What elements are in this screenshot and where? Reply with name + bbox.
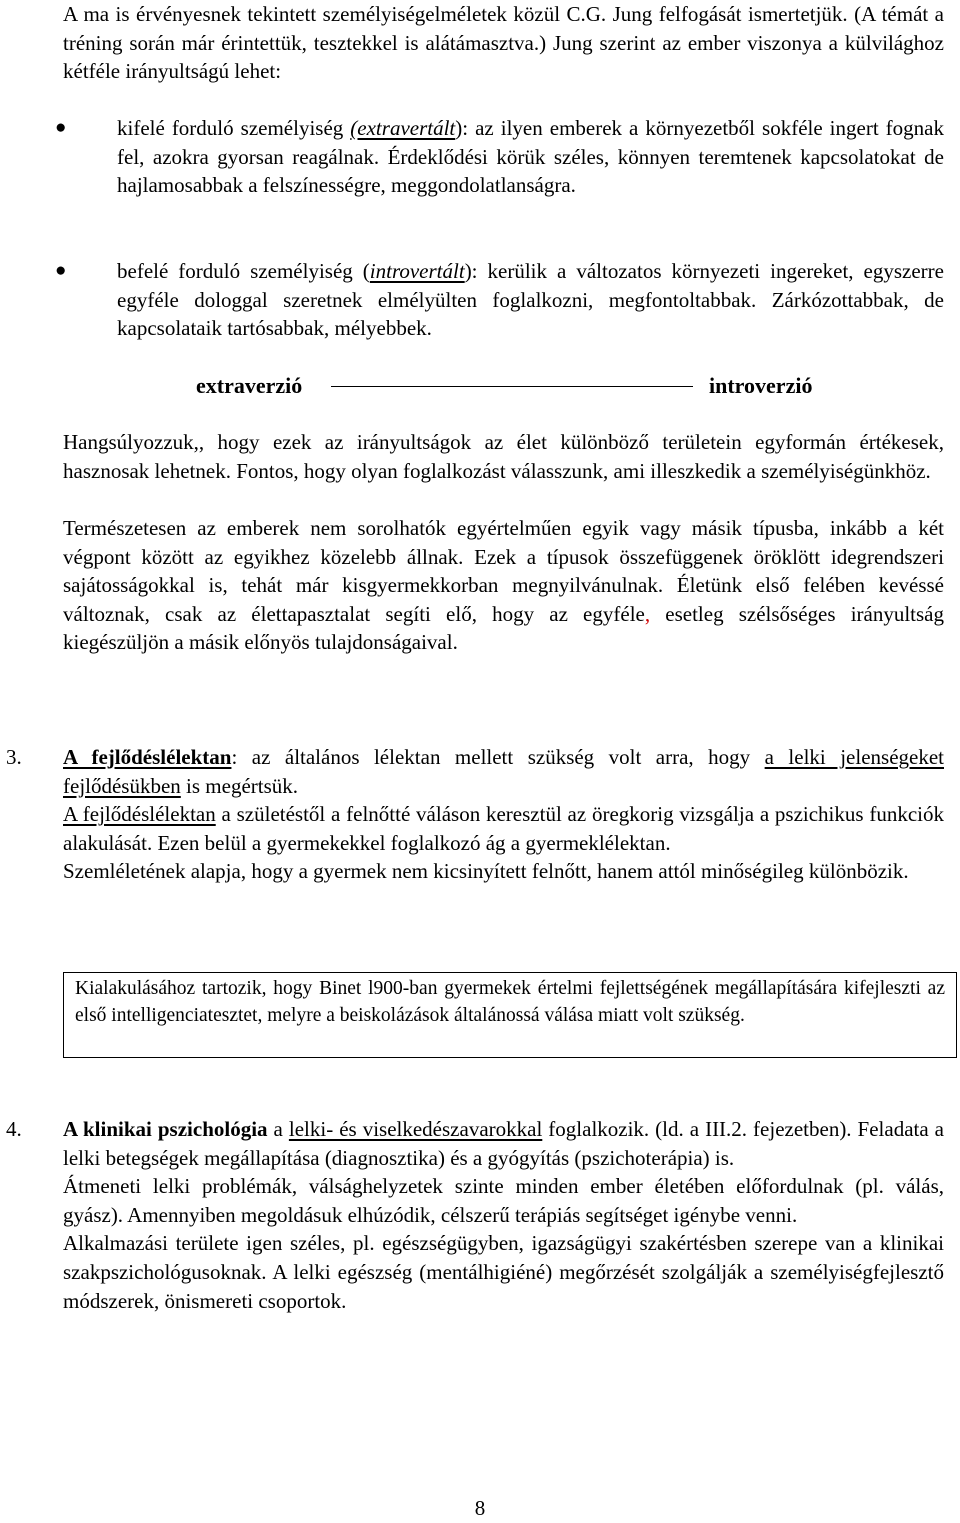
section-4-line1 xyxy=(63,1115,944,1172)
bullet-text: ): az ilyen emberek a környezetből sokféle ingert fognak fel, azokra gyorsan reagálnak. Érdeklődési körük széles, könnyen teremtenek kapcsolatokat de hajlamosabbak a felszínességre, meggondolatlanságra. xyxy=(117,116,944,198)
section-4-line2: Átmeneti lelki problémák, válsághelyzetek szinte minden ember életében előfordulnak (pl. válás, gyász). Amennyiben megoldásuk elhúzódik, célszerű terápiás segítséget igénybe venni. xyxy=(63,1174,944,1227)
section-text: : az általános lélektan mellett szükség volt arra, hogy xyxy=(231,745,765,769)
intro-paragraph: A ma is érvényesnek tekintett személyiségelméletek közül C.G. Jung felfogását ismertetjük. (A témát a tréning során már érintettük, tesztekkel is alátámasztva.) Jung szerint az ember viszonya a külvilághoz kétféle irányultságú lehet: xyxy=(63,2,944,84)
bullet-extravert xyxy=(117,114,944,200)
binet-box: Kialakulásához tartozik, hogy Binet l900-ban gyermekek értelmi fejlettségének megállapítására kifejleszti az első intelligenciatesztet, melyre a beiskolázások általánossá válása miatt volt szükség. xyxy=(63,972,957,1058)
paragraph-emphasis: Hangsúlyozzuk,, hogy ezek az irányultságok az élet különböző területein egyformán értékesek, hasznosak lehetnek. Fontos, hogy olyan foglalkozást válasszunk, ami illeszkedik a személyiségünkhöz. xyxy=(63,430,944,483)
paragraph-text: esetleg szélsőséges irányultság kiegészüljön a másik előnyös tulajdonságaival. xyxy=(63,601,944,655)
section-3-number: 3. xyxy=(6,745,22,769)
section-3-line3: Szemléletének alapja, hogy a gyermek nem kicsinyített felnőtt, hanem attól minőségileg különbözik. xyxy=(63,859,909,884)
section-3-title: A fejlődéslélektan xyxy=(63,745,232,769)
bullet-icon: ● xyxy=(55,117,67,138)
bullet-text: ): kerülik a változatos környezeti ingereket, egyszerre egyféle dologgal szeretnek elmélyülten foglalkozni, megfontoltabbak. Zárkózottabbak, de kapcsolataik tartósabbak, mélyebbek. xyxy=(117,259,944,341)
term-introvertalt: introvertált xyxy=(369,259,465,283)
bullet-introvert xyxy=(117,257,944,343)
paragraph-types xyxy=(63,514,944,657)
bullet-text: kifelé forduló személyiség xyxy=(117,116,351,140)
section-4 xyxy=(63,1115,944,1315)
section-text: a születéstől a felnőtté váláson keresztül az öregkorig vizsgálja a pszichikus funkciók alakulását. Ezen belül a gyermekekkel foglalkozó ág a gyermeklélektan. xyxy=(63,802,944,855)
section-4-underlined: lelki- és viselkedészavarokkal xyxy=(288,1117,543,1141)
section-3-line1 xyxy=(63,743,944,800)
red-comma: , xyxy=(644,601,651,626)
section-4-line3: Alkalmazási területe igen széles, pl. egészségügyben, igazságügyi szakértésben szerepe van a klinikai szakpszichológusoknak. A lelki egészség (mentálhigiéné) megőrzését szolgálják a személyiségfejlesztő módszerek, önismereti csoportok. xyxy=(63,1231,944,1313)
section-text: a xyxy=(267,1117,289,1141)
section-3-underlined-term: A fejlődéslélektan xyxy=(63,802,216,827)
bullet-icon: ● xyxy=(55,260,67,281)
section-4-title: A klinikai pszichológia xyxy=(63,1117,268,1141)
bullet-text: befelé forduló személyiség ( xyxy=(117,259,370,283)
extraversion-scale xyxy=(0,372,960,402)
section-3-underlined: a lelki jelenségeket fejlődésükben xyxy=(63,745,944,798)
scale-right-label: introverzió xyxy=(709,373,813,398)
section-3 xyxy=(63,743,944,886)
section-text: is megértsük. xyxy=(180,773,299,798)
paragraph-text: Természetesen az emberek nem sorolhatók egyértelműen egyik vagy másik típusba, inkább a két végpont között az egyikhez közelebb állnak. Ezek a típusok összefüggenek öröklött idegrendszeri sajátosságokkal is, tehát már kisgyermekkorban megnyilvánulnak. Életünk első felében kevéssé változnak, csak az élettapasztalat segíti elő, hogy az egyféle xyxy=(63,516,944,626)
section-4-number: 4. xyxy=(6,1117,22,1141)
scale-left-label: extraverzió xyxy=(196,373,303,398)
term-extravertalt: (extravertált xyxy=(350,116,456,140)
section-text: foglalkozik. (ld. a III.2. fejezetben). Feladata a lelki betegségek megállapítása (diagnosztika) és a gyógyítás (pszichoterápia) is. xyxy=(63,1117,945,1170)
page-number: 8 xyxy=(474,1496,486,1520)
scale-line xyxy=(331,386,693,387)
section-3-line2 xyxy=(63,800,944,857)
